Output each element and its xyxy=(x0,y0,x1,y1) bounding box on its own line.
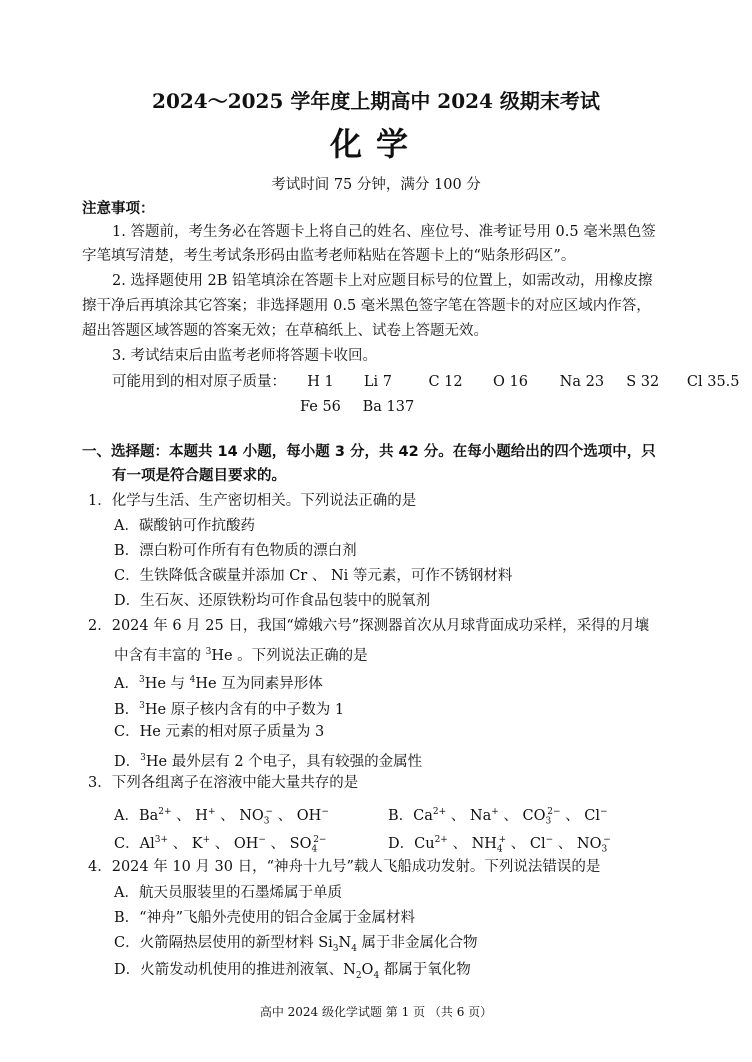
q3-option-b: B．$Ca^{2+}$ 、 Na+ 、 $CO_3^{2-}$ 、 Cl− xyxy=(388,807,608,827)
notice-heading: 注意事项： xyxy=(82,200,155,217)
q4-option-c: C．火箭隔热层使用的新型材料 $Si_3N_4$ 属于非金属化合物 xyxy=(114,935,478,954)
q3-stem: 3．下列各组离子在溶液中能大量共存的是 xyxy=(88,775,359,791)
section-1-heading-line-1: 一、选择题：本题共 14 小题，每小题 3 分，共 42 分。在每小题给出的四个选项中，只 xyxy=(82,444,656,460)
q2-option-a: A．$^3$He 与 $^4$He 互为同素异形体 xyxy=(114,675,323,692)
exam-title: 2024～2025 学年度上期高中 2024 级期末考试 xyxy=(152,89,600,113)
q4-option-d: D．火箭发动机使用的推进剂液氧、$N_2O_4$ 都属于氧化物 xyxy=(114,962,471,981)
q2-stem-line-2: 中含有丰富的 $^3$He 。下列说法正确的是 xyxy=(114,647,368,664)
q2-stem-line-1: 2．2024 年 6 月 25 日，我国“嫦娥六号”探测器首次从月球背面成功采样，采得的月壤 xyxy=(88,618,650,634)
mass-o: O 16 xyxy=(493,374,528,390)
q1-option-d: D．生石灰、还原铁粉均可作食品包装中的脱氧剂 xyxy=(114,593,431,609)
mass-c: C 12 xyxy=(428,374,463,390)
mass-s: S 32 xyxy=(626,374,660,390)
notice-item-2-line-1: 2. 选择题使用 2B 铅笔填涂在答题卡上对应题目标号的位置上，如需改动，用橡皮擦 xyxy=(112,273,653,289)
q1-option-a: A．碳酸钠可作抗酸药 xyxy=(114,518,255,534)
mass-h: H 1 xyxy=(307,374,334,390)
q4-option-a: A．航天员服装里的石墨烯属于单质 xyxy=(114,885,342,901)
masses-label: 可能用到的相对原子质量： xyxy=(112,374,286,390)
q1-stem: 1．化学与生活、生产密切相关。下列说法正确的是 xyxy=(88,493,417,509)
q2-option-d: D．$^3$He 最外层有 2 个电子，具有较强的金属性 xyxy=(114,753,423,770)
q3-option-d: D．$Cu^{2+}$ 、 $NH_4^+$ 、 Cl− 、 $NO_3^-$ xyxy=(388,835,611,855)
section-1-heading-line-2: 有一项是符合题目要求的。 xyxy=(112,468,286,484)
notice-item-2-line-2: 擦干净后再填涂其它答案；非选择题用 0.5 毫米黑色签字笔在答题卡的对应区域内作答， xyxy=(82,298,651,314)
exam-info: 考试时间 75 分钟，满分 100 分 xyxy=(271,177,481,193)
q3-option-a: A．$Ba^{2+}$ 、 H+ 、 $NO_3^-$ 、 OH− xyxy=(114,807,329,827)
mass-ba: Ba 137 xyxy=(362,399,415,415)
mass-li: Li 7 xyxy=(363,374,392,390)
q1-option-c: C．生铁降低含碳量并添加 Cr 、 Ni 等元素，可作不锈钢材料 xyxy=(114,568,513,584)
q1-option-b: B．漂白粉可作所有有色物质的漂白剂 xyxy=(114,543,357,559)
q4-stem: 4．2024 年 10 月 30 日，“神舟十九号”载人飞船成功发射。下列说法错误的是 xyxy=(88,859,601,875)
mass-na: Na 23 xyxy=(559,374,605,390)
q4-option-b: B．“神舟”飞船外壳使用的铝合金属于金属材料 xyxy=(114,910,415,926)
subject-title: 化学 xyxy=(329,125,422,163)
notice-item-3: 3. 考试结束后由监考老师将答题卡收回。 xyxy=(112,348,377,364)
mass-cl: Cl 35.5 xyxy=(686,374,740,390)
q2-option-c: C．He 元素的相对原子质量为 3 xyxy=(114,724,325,740)
notice-item-1-line-1: 1. 答题前，考生务必在答题卡上将自己的姓名、座位号、准考证号用 0.5 毫米黑色签 xyxy=(112,224,656,240)
notice-item-2-line-3: 超出答题区域答题的答案无效；在草稿纸上、试卷上答题无效。 xyxy=(82,323,488,339)
atomic-masses-row-2 xyxy=(300,397,414,417)
notice-item-1-line-2: 字笔填写清楚，考生考试条形码由监考老师粘贴在答题卡上的“贴条形码区”。 xyxy=(82,248,576,264)
page-footer: 高中 2024 级化学试题 第 1 页 （共 6 页） xyxy=(259,1005,493,1019)
atomic-masses-row-1 xyxy=(112,372,740,392)
mass-fe: Fe 56 xyxy=(300,399,341,415)
q2-option-b: B．$^3$He 原子核内含有的中子数为 1 xyxy=(114,701,345,718)
q3-option-c: C．$Al^{3+}$ 、 K+ 、 OH− 、 $SO_4^{2-}$ xyxy=(114,835,327,855)
